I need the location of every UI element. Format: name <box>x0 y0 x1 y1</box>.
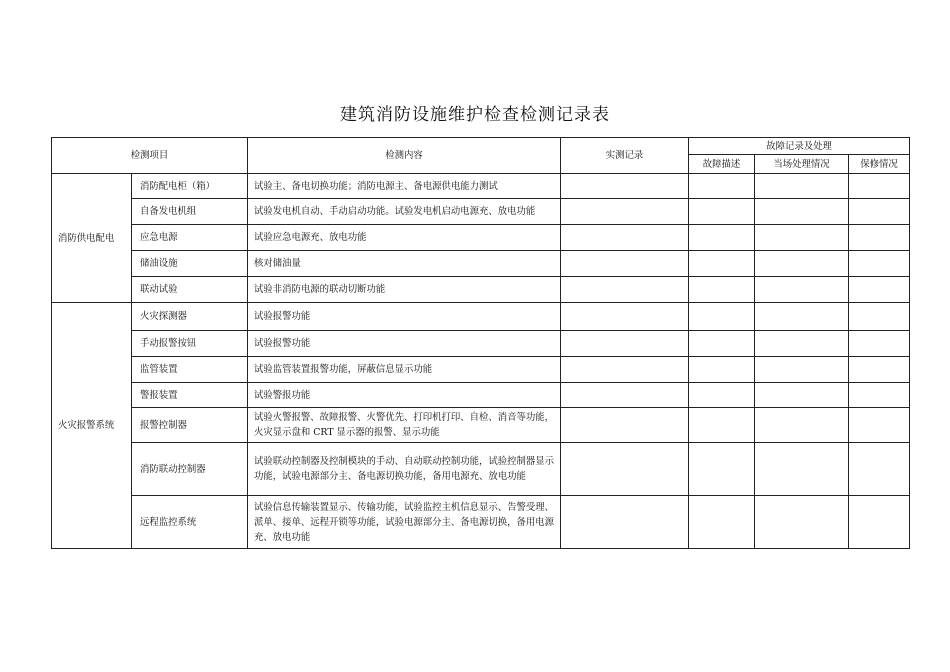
header-fault-group: 故障记录及处理 <box>689 138 910 155</box>
fault-desc-cell[interactable] <box>689 443 755 496</box>
content-cell: 试验火警报警、故障报警、火警优先、打印机打印、自检、消音等功能，火灾显示盘和 CRT 显示器的报警、显示功能 <box>248 408 561 443</box>
item-cell: 监管装置 <box>132 357 248 383</box>
fault-desc-cell[interactable] <box>689 174 755 199</box>
content-cell: 试验联动控制器及控制模块的手动、自动联动控制功能，试验控制器显示功能，试验电源部分主、备电源切换功能，备用电源充、放电功能 <box>248 443 561 496</box>
header-fault-desc: 故障描述 <box>689 155 755 174</box>
repair-cell[interactable] <box>849 331 910 357</box>
table-row <box>52 174 910 199</box>
item-cell: 火灾探测器 <box>132 303 248 331</box>
measured-cell[interactable] <box>561 251 689 277</box>
repair-cell[interactable] <box>849 496 910 549</box>
group-label: 火灾报警系统 <box>52 303 132 549</box>
repair-cell[interactable] <box>849 174 910 199</box>
content-cell: 试验信息传输装置显示、传输功能，试验监控主机信息显示、告警受理、派单、接单、远程开锁等功能，试验电源部分主、备电源切换，备用电源充、放电功能 <box>248 496 561 549</box>
onsite-cell[interactable] <box>755 199 849 225</box>
item-cell: 远程监控系统 <box>132 496 248 549</box>
content-cell: 试验应急电源充、放电功能 <box>248 225 561 251</box>
repair-cell[interactable] <box>849 199 910 225</box>
table-row <box>52 277 910 303</box>
item-cell: 消防配电柜（箱） <box>132 174 248 199</box>
onsite-cell[interactable] <box>755 383 849 408</box>
content-cell: 试验报警功能 <box>248 303 561 331</box>
content-cell: 核对储油量 <box>248 251 561 277</box>
onsite-cell[interactable] <box>755 303 849 331</box>
repair-cell[interactable] <box>849 303 910 331</box>
group-label: 消防供电配电 <box>52 174 132 303</box>
fault-desc-cell[interactable] <box>689 303 755 331</box>
item-cell: 自备发电机组 <box>132 199 248 225</box>
onsite-cell[interactable] <box>755 251 849 277</box>
item-cell: 消防联动控制器 <box>132 443 248 496</box>
item-cell: 手动报警按钮 <box>132 331 248 357</box>
content-cell: 试验监管装置报警功能，屏蔽信息显示功能 <box>248 357 561 383</box>
table-row <box>52 408 910 443</box>
item-cell: 储油设施 <box>132 251 248 277</box>
fault-desc-cell[interactable] <box>689 408 755 443</box>
repair-cell[interactable] <box>849 277 910 303</box>
table-row <box>52 331 910 357</box>
onsite-cell[interactable] <box>755 496 849 549</box>
measured-cell[interactable] <box>561 383 689 408</box>
header-content: 检测内容 <box>248 138 561 174</box>
fault-desc-cell[interactable] <box>689 383 755 408</box>
onsite-cell[interactable] <box>755 357 849 383</box>
repair-cell[interactable] <box>849 408 910 443</box>
repair-cell[interactable] <box>849 251 910 277</box>
content-cell: 试验主、备电切换功能；消防电源主、备电源供电能力测试 <box>248 174 561 199</box>
header-item: 检测项目 <box>52 138 248 174</box>
measured-cell[interactable] <box>561 277 689 303</box>
item-cell: 应急电源 <box>132 225 248 251</box>
content-cell: 试验非消防电源的联动切断功能 <box>248 277 561 303</box>
inspection-record-table <box>51 137 910 549</box>
measured-cell[interactable] <box>561 225 689 251</box>
onsite-cell[interactable] <box>755 225 849 251</box>
fault-desc-cell[interactable] <box>689 331 755 357</box>
repair-cell[interactable] <box>849 443 910 496</box>
page-title: 建筑消防设施维护检查检测记录表 <box>340 105 610 125</box>
fault-desc-cell[interactable] <box>689 357 755 383</box>
measured-cell[interactable] <box>561 408 689 443</box>
onsite-cell[interactable] <box>755 174 849 199</box>
header-onsite: 当场处理情况 <box>755 155 849 174</box>
measured-cell[interactable] <box>561 443 689 496</box>
repair-cell[interactable] <box>849 383 910 408</box>
item-cell: 联动试验 <box>132 277 248 303</box>
fault-desc-cell[interactable] <box>689 225 755 251</box>
repair-cell[interactable] <box>849 225 910 251</box>
repair-cell[interactable] <box>849 357 910 383</box>
fault-desc-cell[interactable] <box>689 199 755 225</box>
table-row <box>52 251 910 277</box>
measured-cell[interactable] <box>561 496 689 549</box>
table-row <box>52 199 910 225</box>
header-measured: 实测记录 <box>561 138 689 174</box>
table-row <box>52 357 910 383</box>
measured-cell[interactable] <box>561 199 689 225</box>
measured-cell[interactable] <box>561 303 689 331</box>
onsite-cell[interactable] <box>755 277 849 303</box>
onsite-cell[interactable] <box>755 331 849 357</box>
table-row <box>52 383 910 408</box>
measured-cell[interactable] <box>561 331 689 357</box>
table-row <box>52 496 910 549</box>
measured-cell[interactable] <box>561 357 689 383</box>
header-repair: 保修情况 <box>849 155 910 174</box>
onsite-cell[interactable] <box>755 408 849 443</box>
item-cell: 报警控制器 <box>132 408 248 443</box>
fault-desc-cell[interactable] <box>689 277 755 303</box>
fault-desc-cell[interactable] <box>689 496 755 549</box>
table-row <box>52 443 910 496</box>
content-cell: 试验警报功能 <box>248 383 561 408</box>
item-cell: 警报装置 <box>132 383 248 408</box>
content-cell: 试验发电机自动、手动启动功能。试验发电机启动电源充、放电功能 <box>248 199 561 225</box>
content-cell: 试验报警功能 <box>248 331 561 357</box>
table-row <box>52 303 910 331</box>
fault-desc-cell[interactable] <box>689 251 755 277</box>
measured-cell[interactable] <box>561 174 689 199</box>
onsite-cell[interactable] <box>755 443 849 496</box>
table-row <box>52 225 910 251</box>
